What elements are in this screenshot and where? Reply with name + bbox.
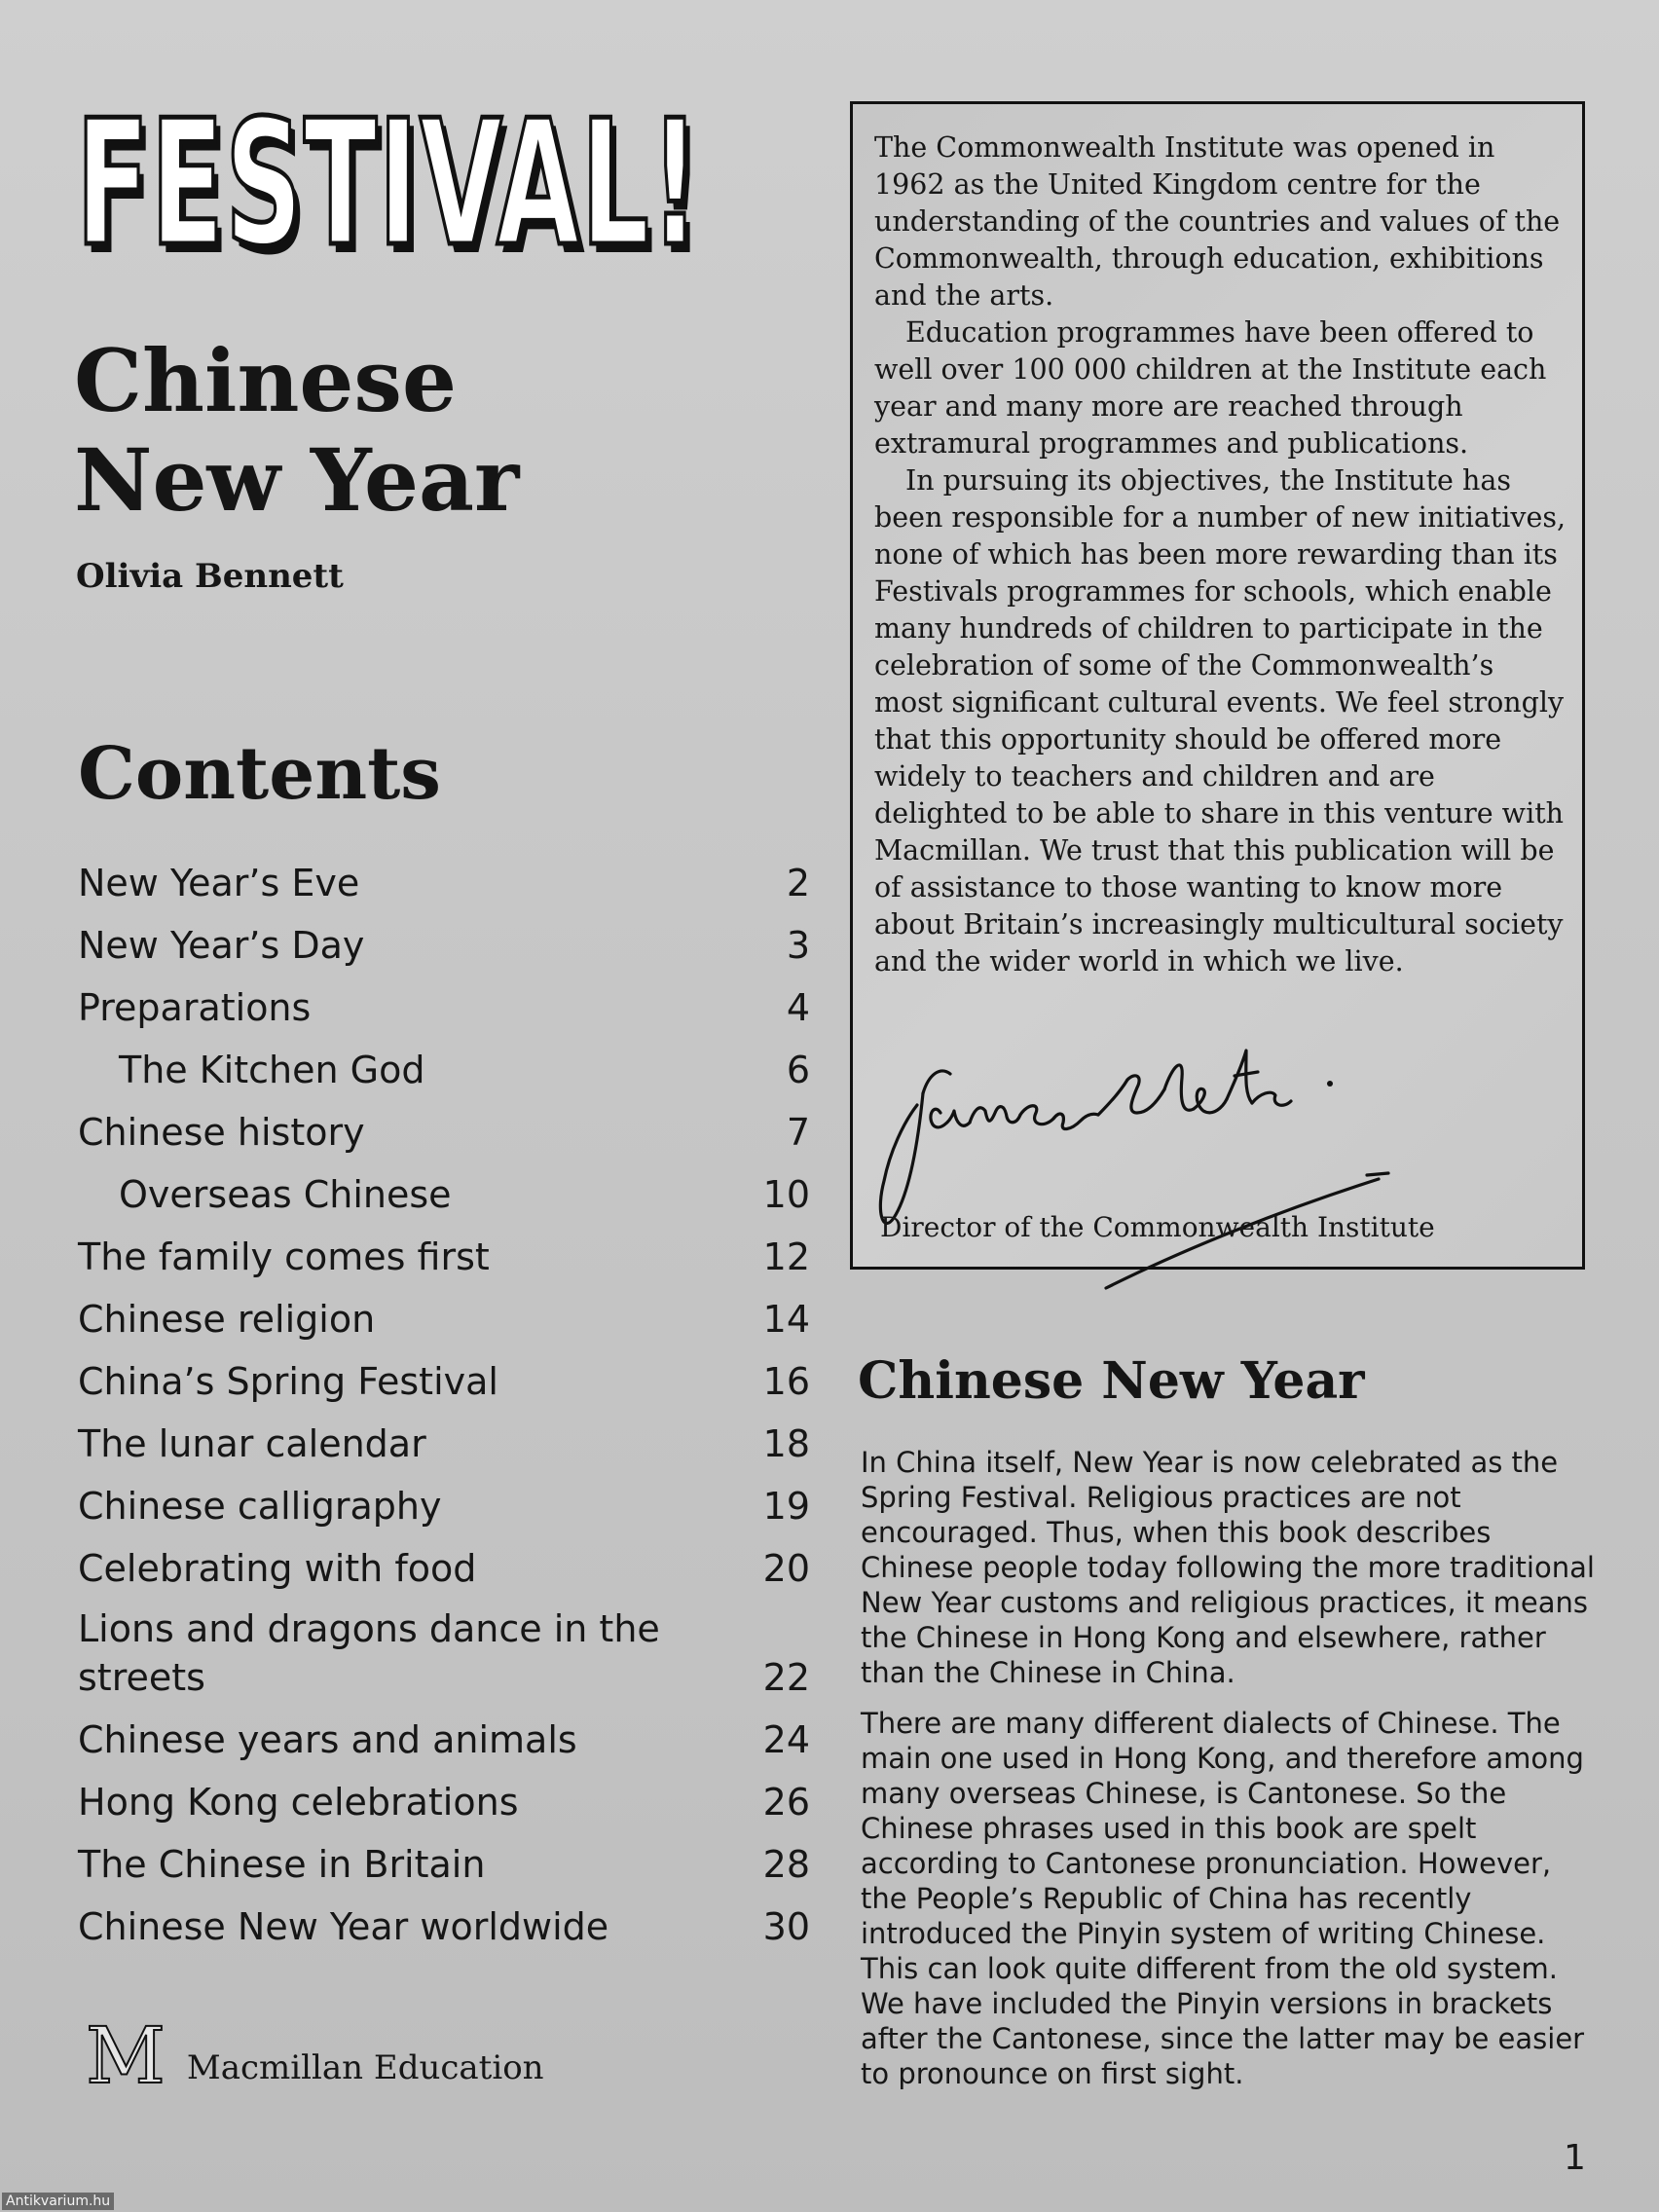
table-of-contents	[78, 845, 810, 1951]
watermark: Antikvarium.hu	[2, 2193, 114, 2210]
toc-entry	[78, 1219, 810, 1281]
toc-entry	[78, 970, 810, 1032]
toc-entry-page: 10	[762, 1173, 810, 1216]
signature-caption: Director of the Commonwealth Institute	[880, 1211, 1435, 1243]
institute-foreword-text	[874, 129, 1567, 980]
toc-entry-label: China’s Spring Festival	[78, 1360, 498, 1403]
toc-entry-label: The Chinese in Britain	[78, 1843, 486, 1886]
toc-entry-page: 22	[762, 1656, 810, 1699]
toc-entry-label: New Year’s Day	[78, 924, 365, 967]
article-paragraph: There are many different dialects of Chinese. The main one used in Hong Kong, and therefore among many overseas Chinese, is Cantonese. So the Chinese phrases used in this book are spelt according to Cantonese pronunciation. However, the People’s Republic of China has recently introduced the Pinyin system of writing Chinese. This can look quite different from the old system. We have included the Pinyin versions in brackets after the Cantonese, since the latter may be easier to pronounce on first sight.	[861, 1707, 1585, 2090]
toc-entry	[78, 1281, 810, 1344]
toc-entry	[78, 1157, 810, 1219]
toc-entry-label: Chinese history	[78, 1111, 365, 1154]
toc-entry	[78, 1764, 810, 1826]
page-number: 1	[1564, 2138, 1586, 2178]
book-title-line-2: New Year	[74, 429, 520, 531]
book-title	[74, 331, 519, 530]
toc-entry	[78, 845, 810, 907]
toc-entry-label: Preparations	[78, 986, 312, 1029]
toc-entry-page: 26	[762, 1781, 810, 1824]
article-paragraph: In China itself, New Year is now celebrated as the Spring Festival. Religious practices are not encouraged. Thus, when this book describes Chinese people today following the more traditional New Year customs and religious practices, it means the Chinese in Hong Kong and elsewhere, rather than the Chinese in China.	[861, 1446, 1595, 1689]
toc-entry-page: 20	[762, 1547, 810, 1590]
toc-entry-page: 2	[786, 862, 810, 904]
toc-entry-page: 14	[762, 1298, 810, 1341]
toc-entry-page: 28	[762, 1843, 810, 1886]
author-name: Olivia Bennett	[76, 557, 344, 596]
foreword-paragraph: In pursuing its objectives, the Institute has been responsible for a number of new initiatives, none of which has been more rewarding than its Festivals programmes for schools, which enable many hundreds of children to participate in the celebration of some of the Commonwealth’s most significant cultural events. We feel strongly that this opportunity should be offered more widely to teachers and children and are delighted to be able to share in this venture with Macmillan. We trust that this publication will be of assistance to those wanting to know more about Britain’s increasingly multicultural society and the wider world in which we live.	[874, 464, 1567, 977]
article-body	[861, 1445, 1601, 2107]
toc-entry	[78, 1530, 810, 1593]
foreword-paragraph: The Commonwealth Institute was opened in 1962 as the United Kingdom centre for the understanding of the countries and values of the Commonwealth, through education, exhibitions and the arts.	[874, 131, 1561, 312]
toc-entry-label: Hong Kong celebrations	[78, 1781, 519, 1824]
toc-entry	[78, 1702, 810, 1764]
toc-entry-page: 30	[762, 1905, 810, 1948]
toc-entry	[78, 1826, 810, 1889]
toc-entry-page: 19	[762, 1485, 810, 1528]
toc-entry-label: Lions and dragons dance in the streets	[78, 1607, 660, 1699]
toc-entry-label: Chinese religion	[78, 1298, 376, 1341]
toc-entry-page: 3	[786, 924, 810, 967]
toc-entry	[78, 1593, 810, 1702]
publisher-name: Macmillan Education	[186, 2048, 544, 2087]
book-title-line-1: Chinese	[74, 330, 457, 431]
toc-entry-label: The family comes first	[78, 1235, 490, 1278]
article-heading: Chinese New Year	[858, 1351, 1365, 1411]
toc-entry	[78, 1344, 810, 1406]
toc-entry-label: The lunar calendar	[78, 1422, 426, 1465]
toc-entry-label: Chinese New Year worldwide	[78, 1905, 609, 1948]
festival-logo: FESTIVAL!	[76, 83, 701, 284]
toc-entry-label: Celebrating with food	[78, 1547, 477, 1590]
toc-entry-page: 18	[762, 1422, 810, 1465]
toc-entry-label: Chinese years and animals	[78, 1718, 577, 1761]
toc-entry-label: The Kitchen God	[119, 1049, 425, 1091]
toc-entry-label: New Year’s Eve	[78, 862, 360, 904]
toc-entry	[78, 1032, 810, 1094]
toc-entry-page: 4	[786, 986, 810, 1029]
director-signature-icon	[872, 957, 1456, 1308]
toc-entry-page: 7	[786, 1111, 810, 1154]
toc-entry-page: 24	[762, 1718, 810, 1761]
toc-entry-page: 16	[762, 1360, 810, 1403]
toc-entry	[78, 1468, 810, 1530]
contents-heading: Contents	[78, 732, 441, 816]
toc-entry	[78, 1406, 810, 1468]
toc-entry-label: Chinese calligraphy	[78, 1485, 442, 1528]
toc-entry	[78, 1094, 810, 1157]
toc-entry-page: 6	[786, 1049, 810, 1091]
foreword-paragraph: Education programmes have been offered to well over 100 000 children at the Institute each year and many more are reached through extramural programmes and publications.	[874, 316, 1547, 460]
publisher-imprint	[86, 2010, 544, 2101]
toc-entry-page: 12	[762, 1235, 810, 1278]
toc-entry-label: Overseas Chinese	[119, 1173, 452, 1216]
institute-foreword-box	[850, 101, 1585, 1270]
macmillan-m-logo-icon: M	[86, 2010, 166, 2101]
toc-entry	[78, 1889, 810, 1951]
toc-entry	[78, 907, 810, 970]
